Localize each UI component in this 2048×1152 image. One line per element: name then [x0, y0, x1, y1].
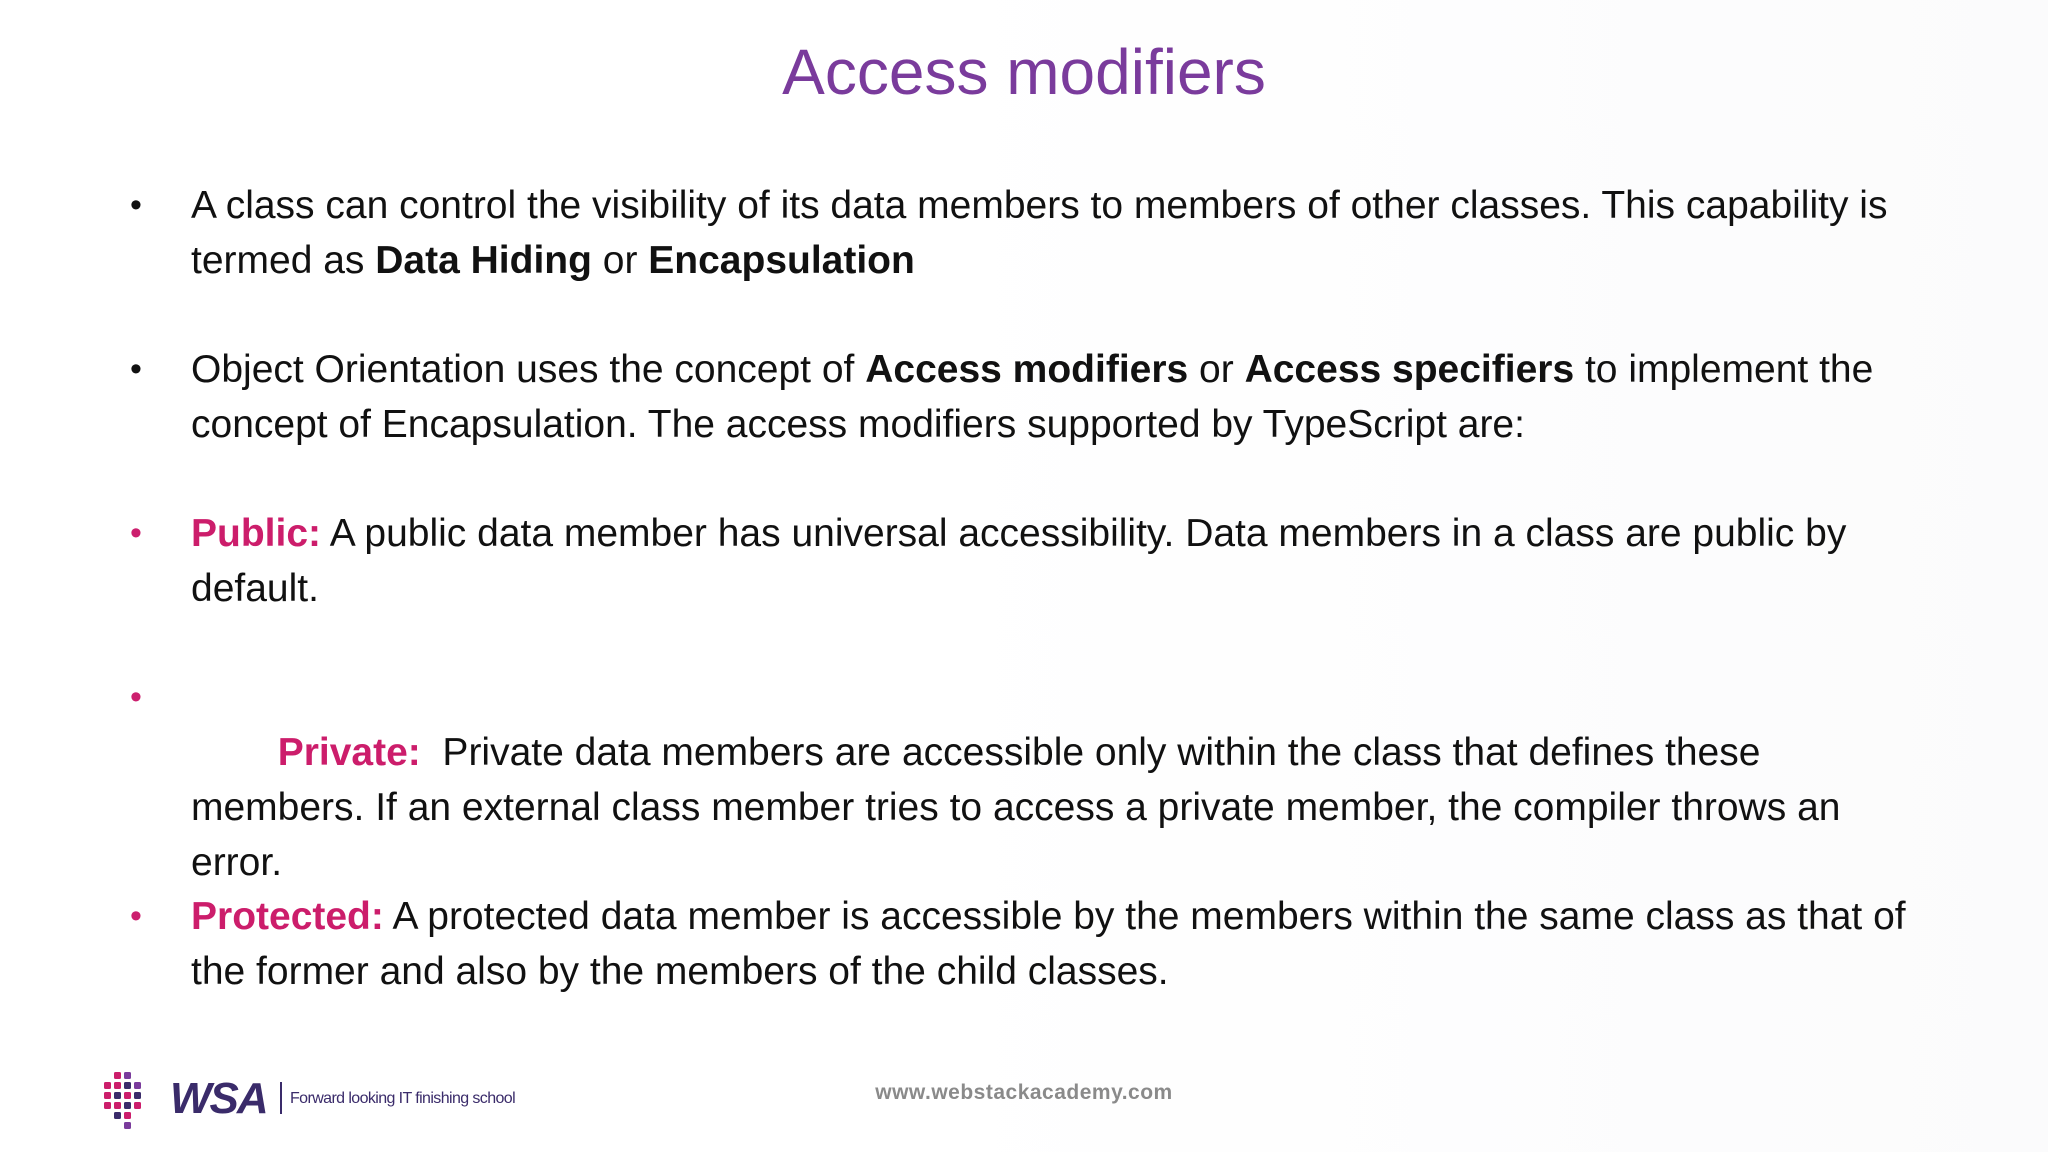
- slide-title: Access modifiers: [782, 36, 1266, 108]
- footer-url: www.webstackacademy.com: [875, 1081, 1173, 1104]
- bullet-text: [191, 889, 1931, 999]
- bullet-text: [191, 506, 1931, 616]
- modifier-description: A protected data member is accessible by the members within the same class as that of the former and also by the members of the child classes.: [191, 895, 1906, 993]
- bullet-marker: •: [130, 678, 142, 716]
- modifier-label-private: Private:: [277, 731, 421, 774]
- brand-tagline: Forward looking IT finishing school: [290, 1090, 516, 1107]
- bullet-marker: •: [130, 897, 142, 935]
- bullet-text-segment: or: [591, 239, 649, 282]
- bullet-marker: •: [130, 186, 142, 224]
- modifier-description: Private data members are accessible only within the class that defines these members. If an external class member tries to access a private member, the compiler throws an error.: [191, 731, 1852, 884]
- brand-name: WSA: [170, 1074, 267, 1123]
- bullet-text-bold: Access specifiers: [1244, 348, 1575, 391]
- bullet-text-bold: Encapsulation: [648, 239, 915, 282]
- bullet-marker: •: [130, 350, 142, 388]
- bullet-text-segment: A class can control the visibility of its data members to members of other classes. This capability is termed as: [191, 184, 1888, 282]
- bullet-text: [191, 178, 1931, 288]
- bullet-text-bold: Data Hiding: [375, 239, 592, 282]
- modifier-description: A public data member has universal accessibility. Data members in a class are public by default.: [191, 512, 1847, 610]
- bullet-text-bold: Access modifiers: [865, 348, 1189, 391]
- bullet-text-segment: Object Orientation uses the concept of: [191, 348, 866, 391]
- modifier-label-public: Public:: [191, 512, 322, 555]
- bullet-text: [191, 342, 1931, 452]
- bullet-text-segment: or: [1188, 348, 1245, 391]
- modifier-label-protected: Protected:: [191, 895, 384, 938]
- bullet-text-segment: to implement the concept of Encapsulation. The access modifiers supported by TypeScript are:: [191, 348, 1874, 446]
- bullet-marker: •: [130, 514, 142, 552]
